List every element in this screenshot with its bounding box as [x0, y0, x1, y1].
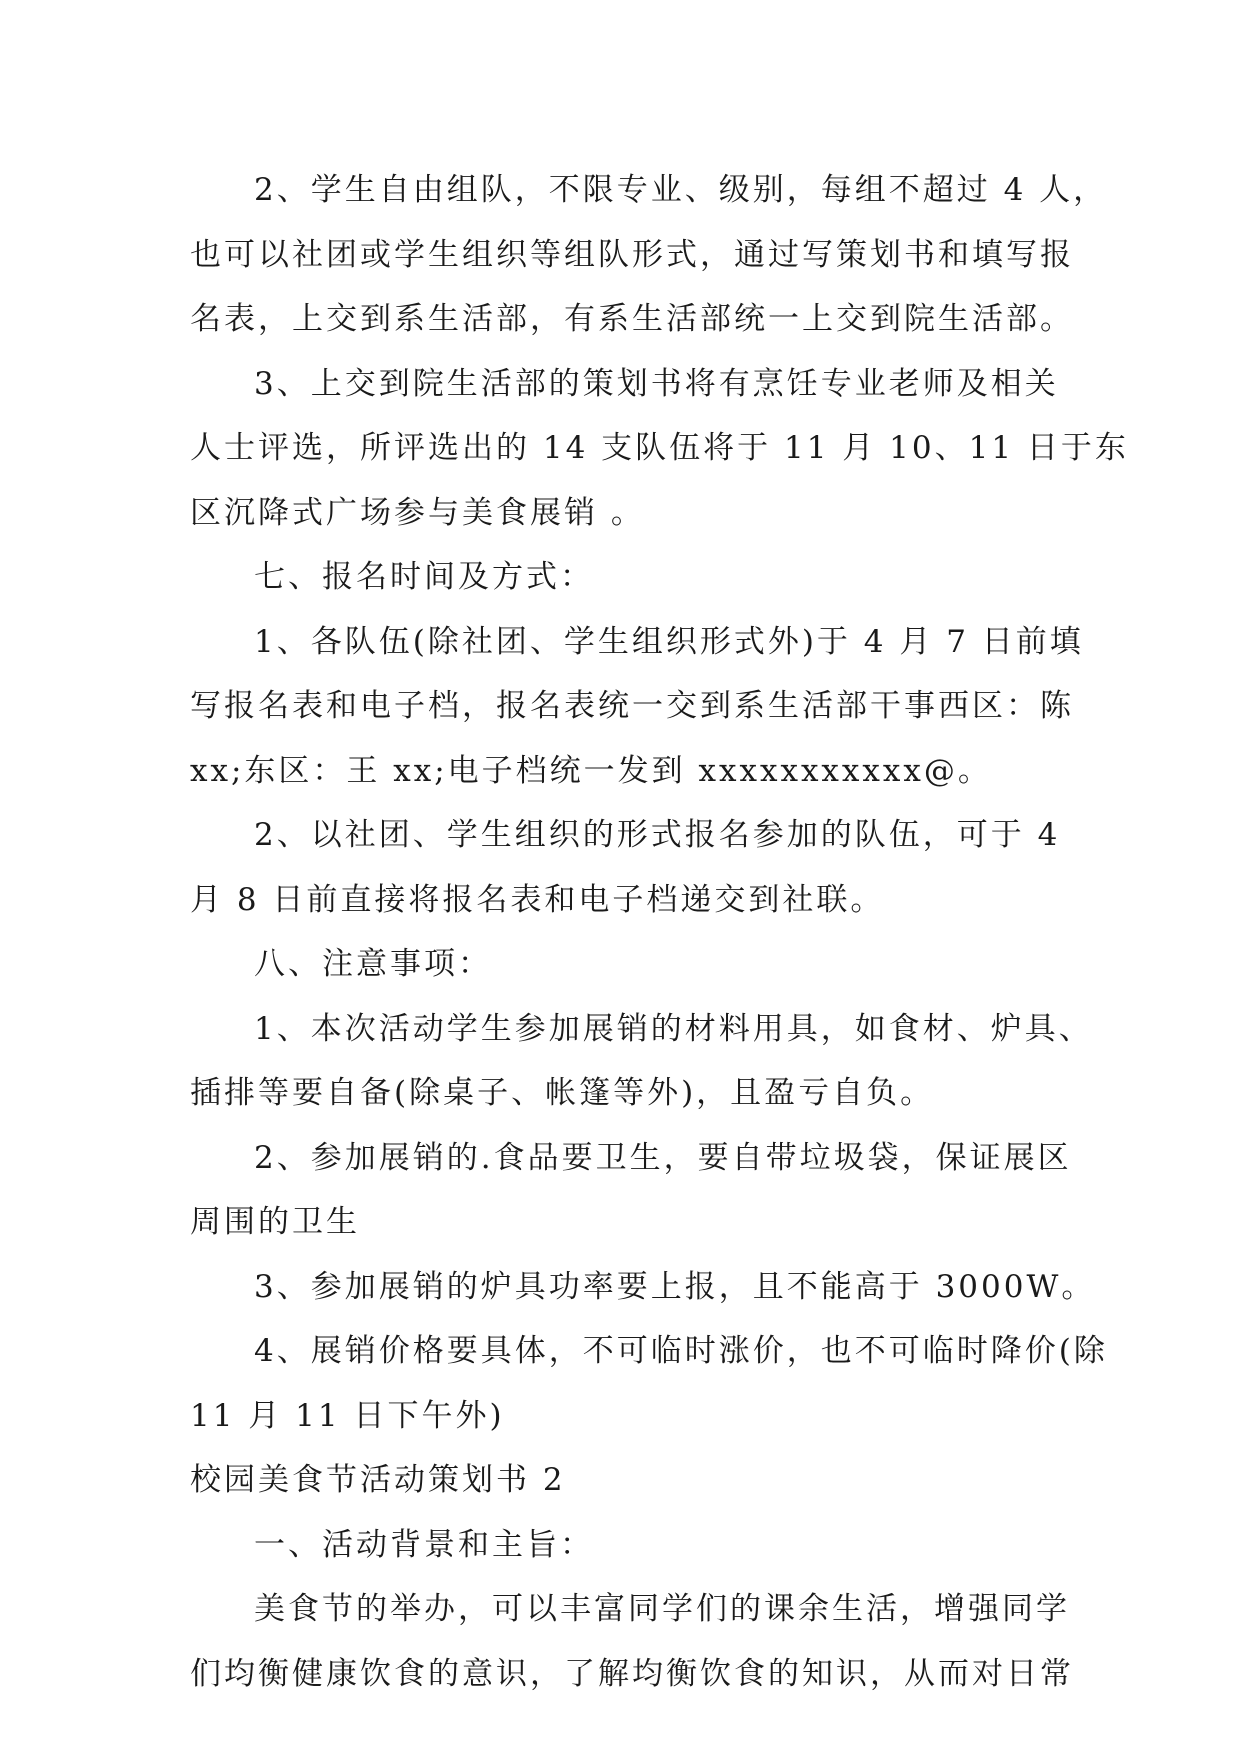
text-line: 写报名表和电子档，报名表统一交到系生活部干事西区：陈	[190, 688, 1074, 724]
text-line: 周围的卫生	[190, 1204, 360, 1240]
text-line: 3、参加展销的炉具功率要上报，且不能高于 3000W。	[254, 1268, 1096, 1305]
text-line: 月 8 日前直接将报名表和电子档递交到社联。	[190, 881, 885, 918]
text-line: 2、参加展销的.食品要卫生，要自带垃圾袋，保证展区	[254, 1139, 1072, 1176]
text-line: 七、报名时间及方式：	[254, 559, 594, 595]
text-line: 11 月 11 日下午外)	[190, 1397, 505, 1434]
text-line: 1、本次活动学生参加展销的材料用具，如食材、炉具、	[254, 1010, 1093, 1047]
text-line: 也可以社团或学生组织等组队形式，通过写策划书和填写报	[190, 236, 1074, 273]
document-body	[190, 158, 1129, 1706]
text-line: 2、以社团、学生组织的形式报名参加的队伍，可于 4	[254, 817, 1061, 853]
text-line: 们均衡健康饮食的意识，了解均衡饮食的知识，从而对日常	[190, 1655, 1074, 1692]
text-line: 校园美食节活动策划书 2	[190, 1462, 566, 1498]
text-line: 3、上交到院生活部的策划书将有烹饪专业老师及相关	[254, 365, 1059, 402]
text-line: 2、学生自由组队，不限专业、级别，每组不超过 4 人，	[254, 172, 1108, 208]
text-line: 插排等要自备(除桌子、帐篷等外)，且盈亏自负。	[190, 1075, 935, 1111]
text-line: 美食节的举办，可以丰富同学们的课余生活，增强同学	[254, 1591, 1070, 1627]
text-line: 一、活动背景和主旨：	[254, 1526, 594, 1563]
text-line: 八、注意事项：	[254, 946, 492, 982]
text-line: xx;东区：王 xx;电子档统一发到 xxxxxxxxxxx@。	[190, 752, 992, 789]
text-line: 4、展销价格要具体，不可临时涨价，也不可临时降价(除	[254, 1333, 1108, 1369]
text-line: 区沉降式广场参与美食展销 。	[190, 494, 645, 531]
text-line: 1、各队伍(除社团、学生组织形式外)于 4 月 7 日前填	[254, 623, 1084, 660]
text-line: 名表，上交到系生活部，有系生活部统一上交到院生活部。	[190, 301, 1074, 337]
text-line: 人士评选，所评选出的 14 支队伍将于 11 月 10、11 日于东	[190, 430, 1129, 466]
